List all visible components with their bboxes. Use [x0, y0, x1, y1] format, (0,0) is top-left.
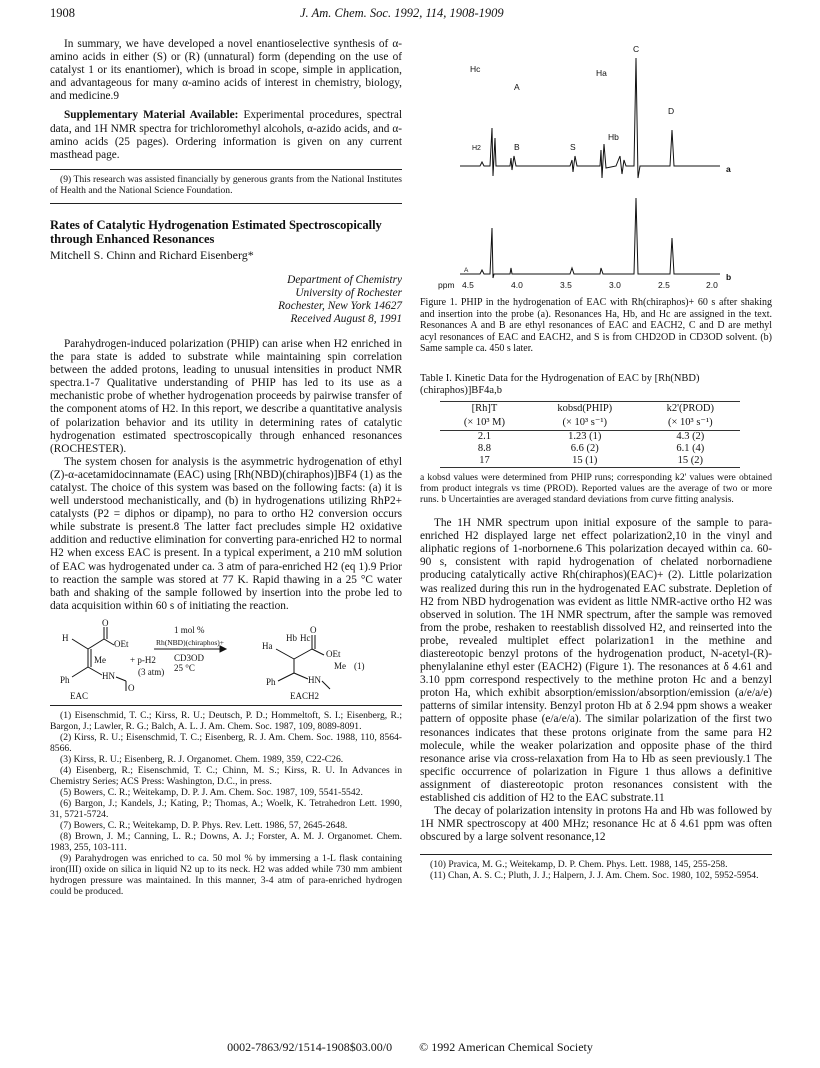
- ref-9: (9) Parahydrogen was enriched to ca. 50 mol % by immersing a 1-L flask containing iron(III) oxide on silica in liquid N2 up to its neck. H2 was added while 730 mm ambient hydrogen pressure was maintained. In this manner, 3-4 atm of para-enriched hydrogen could be produced.: [50, 853, 402, 897]
- label-s: S: [570, 142, 576, 152]
- received-date: Received August 8, 1991: [290, 312, 402, 325]
- body-paragraph-1: Parahydrogen-induced polarization (PHIP) can arise when H2 enriched in the para state is added to substrate while maintaining spin correlation between the added protons, leading to unusual intensities in product NMR spectra.1-7 Qualitative understanding of PHIP has led to its use as a mechanistic probe of whether hydrogenation proceeds by pairwise transfer of the component atoms of H2. In this report, we describe a quantitative analysis of polarization behavior and its utility in determining rates of catalytic hydrogenation estimated spectroscopically through enhanced resonances (ROCHESTER).: [50, 337, 402, 455]
- right-column: [420, 38, 772, 881]
- article-code: 0002-7863/92/1514-1908$03.00/0: [227, 1040, 393, 1054]
- col-unit: (× 10³ M): [440, 416, 529, 431]
- table-row: [440, 455, 740, 468]
- scheme-o-right: O: [310, 624, 317, 635]
- scheme-eq-number: (1): [354, 660, 365, 671]
- ref-11: (11) Chan, A. S. C.; Pluth, J. J.; Halpern, J. J. Am. Chem. Soc. 1980, 102, 5952-5954.: [430, 870, 759, 882]
- ppm-tick: 2.0: [706, 280, 718, 290]
- scheme-me-right: Me: [334, 660, 346, 671]
- label-d: D: [668, 106, 675, 116]
- ref-5: (5) Bowers, C. R.; Weitekamp, D. P. J. Am. Chem. Soc. 1987, 109, 5541-5542.: [60, 787, 363, 798]
- table-title: Table I. Kinetic Data for the Hydrogenation of EAC by [Rh(NBD)(chiraphos)]BF4a,b: [420, 373, 700, 397]
- body-paragraph-3: The 1H NMR spectrum upon initial exposure of the sample to para-enriched H2 displayed large net effect polarization2,10 in the vinyl and aliphatic regions of 1-norbornene.6 This polarization decayed within ca. 60-90 s, consistent with rapid hydrogenation of chelated norbornadiene producing catalytically active Rh(chiraphos)(EAC)+ (2). Little polarization was realized during this run in the hydrogenated EAC substrate. Depletion of H2 from NBD hydrogenation was evident as little NMR-active ortho H2 was observed in solution. The 1H NMR spectrum, after the sample was removed from the probe, reshaken to reestablish dissolved H2, and reinserted into the probe, revealed multiplet effect polarization1 in the methine and diastereotopic benzyl protons of the hydrogenation product, N-acetyl-(R)-phenylalanine ethyl ester (EACH2) (Figure 1). The resonances at δ 4.61 and 3.10 ppm correspond respectively to the methine proton Hc and a benzyl proton Ha, which exhibit absorption/emission/absorption/emission (a/e/a/e) patterns of similar intensity. Benzyl proton Hb at δ 2.94 ppm shows a weaker pattern of opposite phase (e/a/e/a). The similar polarization of the first two resonances indicates that these protons originate from the same para H2 molecule, while the weaker polarization and opposite phase of the third resonance arise via cross-relaxation from Ha to Hb as seen previously.1 The specific occurrence of polarization in Figure 1 thus allows a definitive assignment of diastereotopic proton resonances consistent with the established cis addition of H2 to the EAC substrate.11: [420, 517, 772, 805]
- scheme-cond-3: CD3OD: [174, 652, 205, 663]
- scheme-o-bottom-left: O: [128, 682, 135, 693]
- scheme-me-left: Me: [94, 654, 106, 665]
- cell: 2.1: [477, 431, 491, 443]
- scheme-each2-label: EACH2: [290, 690, 319, 701]
- ref-8: (8) Brown, J. M.; Canning, L. R.; Downs, A. J.; Forster, A. M. J. Organomet. Chem. 1983, 255, 103-111.: [50, 831, 402, 853]
- supplementary-text: Experimental procedures, spectral data, and 1H NMR spectra for trichloromethyl alcohols, α-azido acids, and α-amino acids (25 pages). Ordering information is given on any current masthead page.: [50, 109, 402, 161]
- cell: 1.23 (1): [568, 431, 602, 443]
- trace-b: [460, 198, 720, 278]
- affil-dept: Department of Chemistry: [287, 273, 402, 286]
- label-ha: Ha: [596, 68, 607, 78]
- scheme-reagent: + p-H2: [130, 654, 156, 665]
- footnote-9: (9) This research was assisted financially by generous grants from the National Institutes of Health and the National Science Foundation.: [50, 173, 402, 196]
- section-rule: [50, 203, 402, 204]
- ref-3: (3) Kirss, R. U.; Eisenberg, R. J. Organomet. Chem. 1989, 359, C22-C26.: [60, 754, 344, 765]
- page-footer: [180, 1040, 640, 1055]
- trace-label-a: a: [726, 164, 731, 174]
- ref-7: (7) Bowers, C. R.; Weitekamp, D. P. Phys. Rev. Lett. 1986, 57, 2645-2648.: [60, 820, 348, 831]
- article-title: Rates of Catalytic Hydrogenation Estimated Spectroscopically through Enhanced Resonances: [50, 217, 382, 246]
- ppm-tick: 2.5: [658, 280, 670, 290]
- page-header: [50, 6, 770, 26]
- scheme-oet-right: OEt: [326, 648, 341, 659]
- scheme-ph-right: Ph: [266, 676, 276, 687]
- cell: 15 (1): [529, 455, 641, 468]
- reaction-scheme: [50, 617, 402, 701]
- trace-a: [460, 58, 720, 178]
- ref-4: (4) Eisenberg, R.; Eisenschmid, T. C.; Chinn, M. S.; Kirss, R. U. In Advances in Chemistry Series; ACS Press: Washington, D.C., in press.: [50, 765, 402, 787]
- cell: 15 (2): [641, 455, 740, 468]
- scheme-cond-1: 1 mol %: [174, 624, 205, 635]
- cell: 4.3 (2): [676, 431, 705, 443]
- scheme-h-left: H: [62, 632, 69, 643]
- affil-univ: University of Rochester: [295, 286, 402, 299]
- scheme-hn-right: HN: [308, 674, 321, 685]
- references-rule: [50, 705, 402, 706]
- article-authors: Mitchell S. Chinn and Richard Eisenberg*: [50, 247, 254, 262]
- col-header: [Rh]T: [440, 402, 529, 417]
- scheme-pressure: (3 atm): [138, 666, 165, 677]
- body-paragraph-2: The system chosen for analysis is the asymmetric hydrogenation of ethyl (Z)-α-acetamidocinnamate (EAC) using [Rh(NBD)(chiraphos)]BF4 (1) as the catalyst. The choice of this system was based on the following facts: (a) it is well understood mechanistically, and (b) in hydrogenations utilizing RhP2+ catalysts (P2 = diphos or dipamp), no para to ortho H2 conversion occurs while substrate is present.8 The latter fact precludes simple H2 oxidative addition and reductive elimination for converting para-enriched H2 to normal H2 when excess EAC is present. In a typical experiment, a 210 mM solution of EAC was hydrogenated under ca. 3 atm of para-enriched H2 (eq 1).9 Prior to reaction the sample was stored at 77 K. Rapid thawing in a 25 °C water bath and shaking of the sample followed by insertion into the probe led to data acquisition within 60 s of initiating the reaction.: [50, 455, 402, 612]
- label-h2: H2: [472, 145, 481, 152]
- nmr-spectrum-figure: [420, 38, 772, 290]
- scheme-cond-2: Rh(NBD)(chiraphos)+: [156, 637, 224, 647]
- cell: 8.8: [477, 443, 491, 455]
- affil-city: Rochester, New York 14627: [278, 299, 402, 312]
- col-unit: (× 10³ s⁻¹): [641, 416, 740, 431]
- ppm-tick: 3.5: [560, 280, 572, 290]
- ppm-tick: 4.5: [462, 280, 474, 290]
- figure-caption: Figure 1. PHIP in the hydrogenation of EAC with Rh(chiraphos)+ 60 s after shaking and insertion into the probe (a). Resonances Ha, Hb, and Hc are assigned in the text. Resonances A and B are ethyl resonances of EAC and EACH2, C and D are methyl acyl resonances of EAC and EACH2, and S is from CHD2OD in CD3OD solvent. (b) Same sample ca. 450 s later.: [420, 297, 772, 355]
- trace-b-label-a: A: [464, 267, 469, 274]
- col-header: k2'(PROD): [641, 402, 740, 417]
- scheme-ha: Ha: [262, 640, 273, 651]
- footnote-rule: [50, 169, 402, 170]
- label-hc: Hc: [470, 64, 481, 74]
- label-b: B: [514, 142, 520, 152]
- label-hb: Hb: [608, 132, 619, 142]
- ref-2: (2) Kirss, R. U.; Eisenschmid, T. C.; Eisenberg, R. J. Am. Chem. Soc. 1988, 110, 8564-8566.: [50, 732, 402, 754]
- scheme-oet-left: OEt: [114, 638, 129, 649]
- scheme-hc: Hc: [300, 632, 311, 643]
- scheme-ph-left: Ph: [60, 674, 70, 685]
- ref-6: (6) Bargon, J.; Kandels, J.; Kating, P.; Thomas, A.; Woelk, K. Tetrahedron Lett. 1990, 31, 5721-5724.: [50, 798, 402, 820]
- references-left: [50, 710, 402, 897]
- ppm-tick: 4.0: [511, 280, 523, 290]
- kinetic-table: [440, 401, 740, 468]
- ref-1: (1) Eisenschmid, T. C.; Kirss, R. U.; Deutsch, P. D.; Hommeltoft, S. I.; Eisenberg, R.; Bargon, J.; Lawler, R. G.; Balch, A. L. J. Am. Chem. Soc. 1987, 109, 8089-8091.: [50, 710, 402, 732]
- scheme-eac-label: EAC: [70, 690, 88, 701]
- cell: 6.1 (4): [676, 443, 705, 455]
- ref-10: (10) Pravica, M. G.; Weitekamp, D. P. Chem. Phys. Lett. 1988, 145, 255-258.: [430, 859, 728, 871]
- journal-citation: J. Am. Chem. Soc. 1992, 114, 1908-1909: [300, 6, 504, 20]
- label-c: C: [633, 44, 640, 54]
- scheme-o-top: O: [102, 617, 109, 628]
- cell: 17: [440, 455, 529, 468]
- table-row: [440, 431, 740, 444]
- ppm-axis-label: ppm: [438, 280, 455, 290]
- body-paragraph-4: The decay of polarization intensity in protons Ha and Hb was followed by 1H NMR spectroscopy at 400 MHz; resonance Hc at δ 4.61 ppm was often obscured by a large solvent resonance,12: [420, 805, 772, 844]
- references-rule-right: [420, 854, 772, 855]
- label-a: A: [514, 82, 520, 92]
- affiliation: [50, 274, 402, 326]
- summary-paragraph: In summary, we have developed a novel enantioselective synthesis of α-amino acids in either (S) or (R) (unnatural) form (depending on the use of catalyst 1 or its enantiomer), which is broad in scope, simple in application, and advantageous for many α-amino acids of interest in chemistry, biology, and medicine.9: [50, 38, 402, 103]
- table-footnote: a kobsd values were determined from PHIP runs; corresponding k2' values were obtained from product integrals vs time (PROD). Reported values are the average of two or more runs. b Uncertainties are averaged standard deviations from curve fitting analysis.: [420, 472, 772, 506]
- col-unit: (× 10³ s⁻¹): [529, 416, 641, 431]
- col-header: kobsd(PHIP): [529, 402, 641, 417]
- supplementary-paragraph: [50, 109, 402, 161]
- table-row: [440, 443, 740, 455]
- trace-label-b: b: [726, 272, 732, 282]
- scheme-hb: Hb: [286, 632, 297, 643]
- ppm-tick: 3.0: [609, 280, 621, 290]
- left-column: [50, 38, 402, 897]
- copyright: © 1992 American Chemical Society: [419, 1040, 593, 1054]
- cell: 6.6 (2): [570, 443, 599, 455]
- scheme-hn-left: HN: [102, 670, 115, 681]
- supplementary-label: Supplementary Material Available:: [64, 109, 239, 122]
- scheme-cond-4: 25 °C: [174, 662, 195, 673]
- page-number: 1908: [50, 6, 75, 20]
